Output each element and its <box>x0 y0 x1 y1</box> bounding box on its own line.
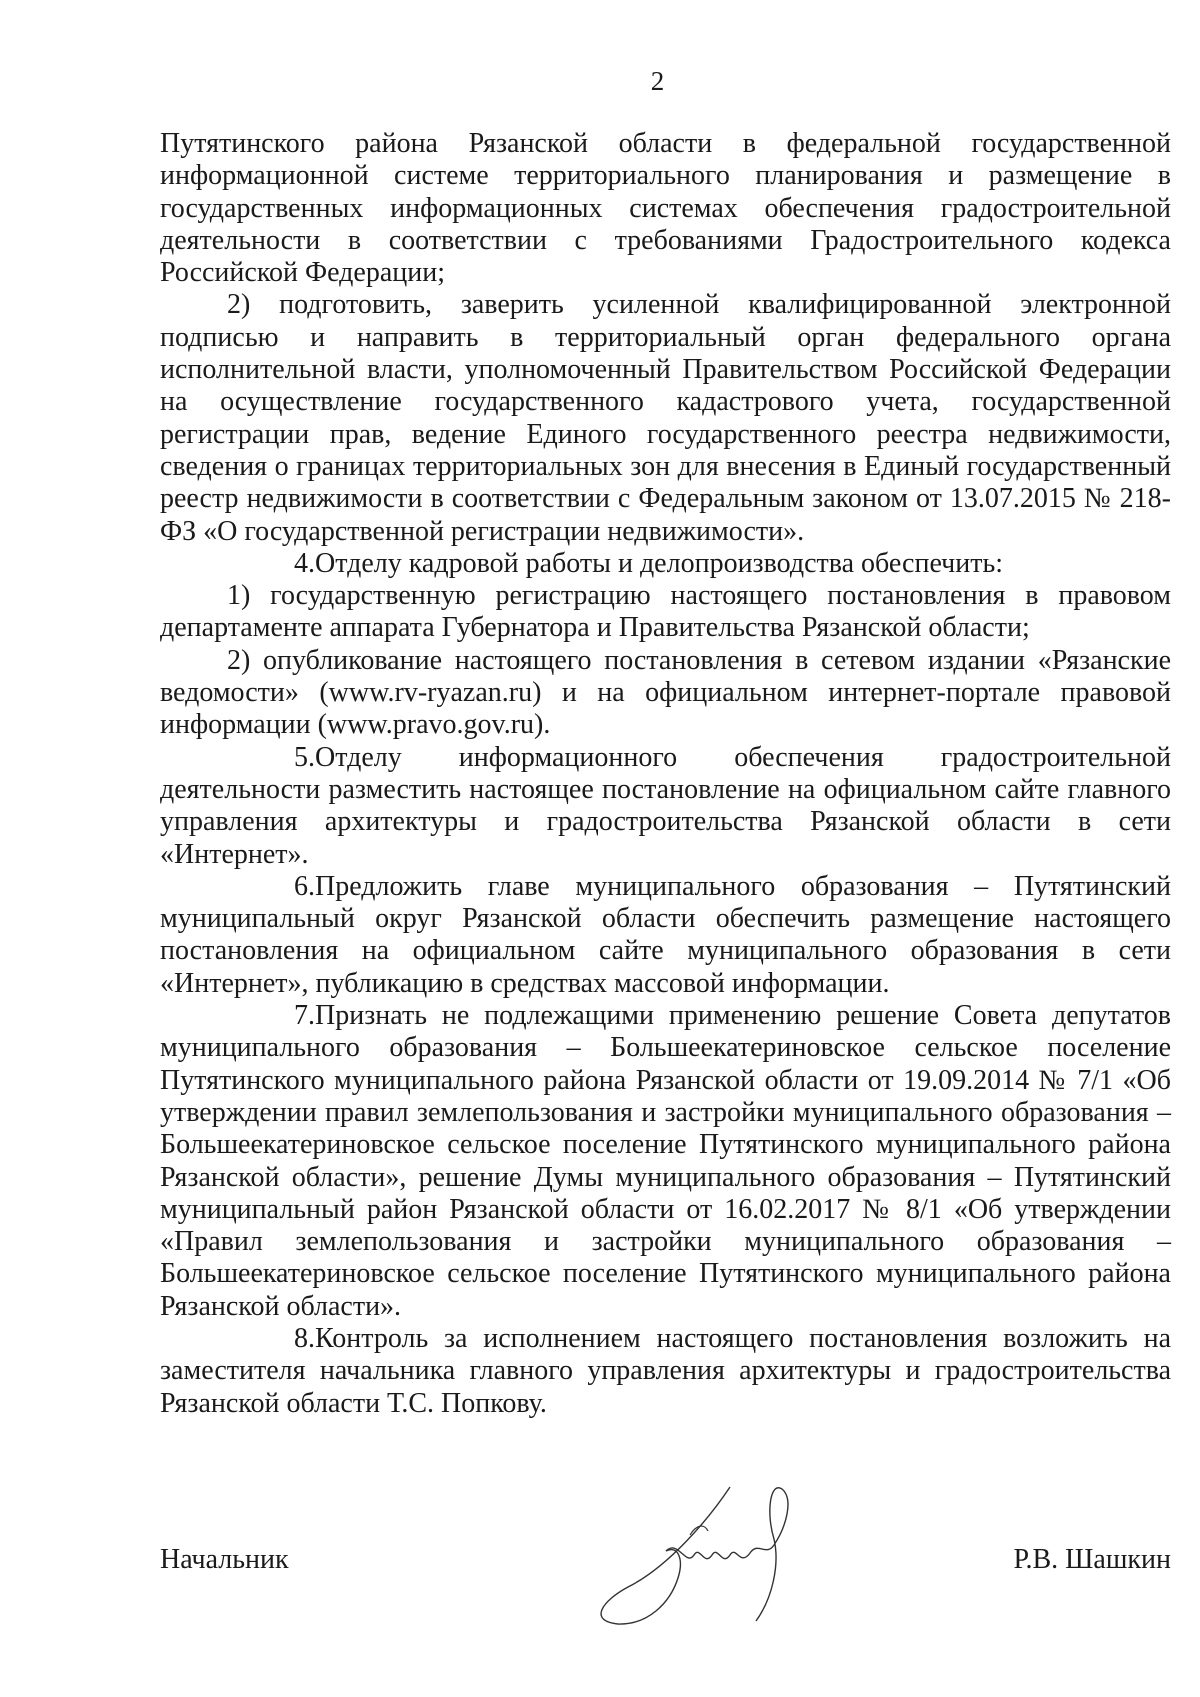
paragraph-number: 7. <box>294 1000 315 1032</box>
paragraph-text: Отделу кадровой работы и делопроизводства обеспечить: <box>315 547 1004 579</box>
paragraph-subitem-1 <box>160 580 1171 645</box>
document-body <box>160 128 1171 1420</box>
paragraph-item-6 <box>160 871 1171 1000</box>
paragraph-subitem-2b <box>160 645 1171 742</box>
paragraph-text: Признать не подлежащими применению решение Совета депутатов муниципального образования – Большеекатериновское сельское поселение Путятинского муниципального района Рязанской области от 19.09.2014 № 7/1 «Об утверждении правил землепользования и застройки муниципального образования – Большеекатериновское сельское поселение Путятинского муниципального района Рязанской области», решение Думы муниципального образования – Путятинский муниципальный район Рязанской области от 16.02.2017 № 8/1 «Об утверждении «Правил землепользования и застройки муниципального образования – Большеекатериновское сельское поселение Путятинского муниципального района Рязанской области». <box>160 1000 1171 1322</box>
paragraph-text: Предложить главе муниципального образования – Путятинский муниципальный округ Рязанской области обеспечить размещение настоящего постановления на официальном сайте муниципального образования в сети «Интернет», публикацию в средствах массовой информации. <box>160 870 1171 999</box>
paragraph-number: 6. <box>294 870 315 902</box>
paragraph-subitem-2 <box>160 289 1171 547</box>
signatory-title: Начальник <box>160 1544 289 1575</box>
paragraph-text: 1) государственную регистрацию настоящего постановления в правовом департаменте аппарата Губернатора и Правительства Рязанской области; <box>160 580 1171 644</box>
signature-block <box>160 1544 1171 1584</box>
paragraph-item-4 <box>160 548 1171 580</box>
paragraph-text: Путятинского района Рязанской области в федеральной государственной информационной системе территориального планирования и размещение в государственных информационных системах обеспечения градостроительной деятельности в соответствии с требованиями Градостроительного кодекса Российской Федерации; <box>160 128 1171 289</box>
paragraph-item-7 <box>160 1000 1171 1323</box>
paragraph-item-5 <box>160 742 1171 871</box>
paragraph-number: 4. <box>294 547 315 579</box>
paragraph-text: 2) подготовить, заверить усиленной квалифицированной электронной подписью и направить в территориальный орган федерального органа исполнительной власти, уполномоченный Правительством Российской Федерации на осуществление государственного кадастрового учета, государственной регистрации прав, ведение Единого государственного реестра недвижимости, сведения о границах территориальных зон для внесения в Единый государственный реестр недвижимости в соответствии с Федеральным законом от 13.07.2015 № 218-ФЗ «О государственной регистрации недвижимости». <box>160 289 1171 547</box>
paragraph-text: Отделу информационного обеспечения градостроительной деятельности разместить настоящее постановление на официальном сайте главного управления архитектуры и градостроительства Рязанской области в сети «Интернет». <box>160 741 1171 870</box>
paragraph-item-8 <box>160 1323 1171 1420</box>
paragraph-continuation <box>160 128 1171 289</box>
paragraph-text: 2) опубликование настоящего постановления в сетевом издании «Рязанские ведомости» (www.rv-ryazan.ru) и на официальном интернет-портале правовой информации (www.pravo.gov.ru). <box>160 644 1171 741</box>
paragraph-number: 8. <box>294 1322 315 1354</box>
paragraph-number: 5. <box>294 741 315 773</box>
page-number: 2 <box>650 66 665 96</box>
signatory-name: Р.В. Шашкин <box>1013 1544 1171 1575</box>
paragraph-text: Контроль за исполнением настоящего постановления возложить на заместителя начальника главного управления архитектуры и градостроительства Рязанской области Т.С. Попкову. <box>160 1322 1171 1419</box>
